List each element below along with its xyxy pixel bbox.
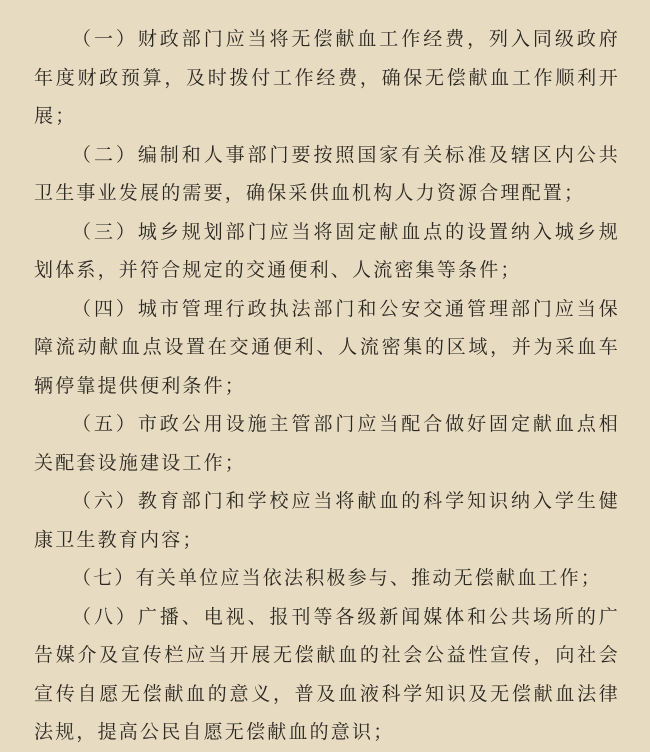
paragraph-5: （五）市政公用设施主管部门应当配合做好固定献血点相关配套设施建设工作；	[34, 413, 620, 474]
paragraph-3: （三）城乡规划部门应当将固定献血点的设置纳入城乡规划体系，并符合规定的交通便利、人流密集等条件；	[34, 220, 620, 281]
paragraph-7: （七）有关单位应当依法积极参与、推动无偿献血工作；	[72, 567, 603, 589]
paragraph-8: （八）广播、电视、报刊等各级新闻媒体和公共场所的广告媒介及宣传栏应当开展无偿献血的社会公益性宣传，向社会宣传自愿无偿献血的意义，普及血液科学知识及无偿献血法律法规，提高公民自愿无偿献血的意识；	[34, 605, 620, 743]
paragraph-6: （六）教育部门和学校应当将献血的科学知识纳入学生健康卫生教育内容；	[34, 490, 620, 551]
paragraph-1: （一）财政部门应当将无偿献血工作经费，列入同级政府年度财政预算，及时拨付工作经费，确保无偿献血工作顺利开展；	[34, 28, 620, 127]
paragraph-2: （二）编制和人事部门要按照国家有关标准及辖区内公共卫生事业发展的需要，确保采供血机构人力资源合理配置；	[34, 143, 620, 204]
paragraph-4: （四）城市管理行政执法部门和公安交通管理部门应当保障流动献血点设置在交通便利、人流密集的区域，并为采血车辆停靠提供便利条件；	[34, 297, 620, 397]
